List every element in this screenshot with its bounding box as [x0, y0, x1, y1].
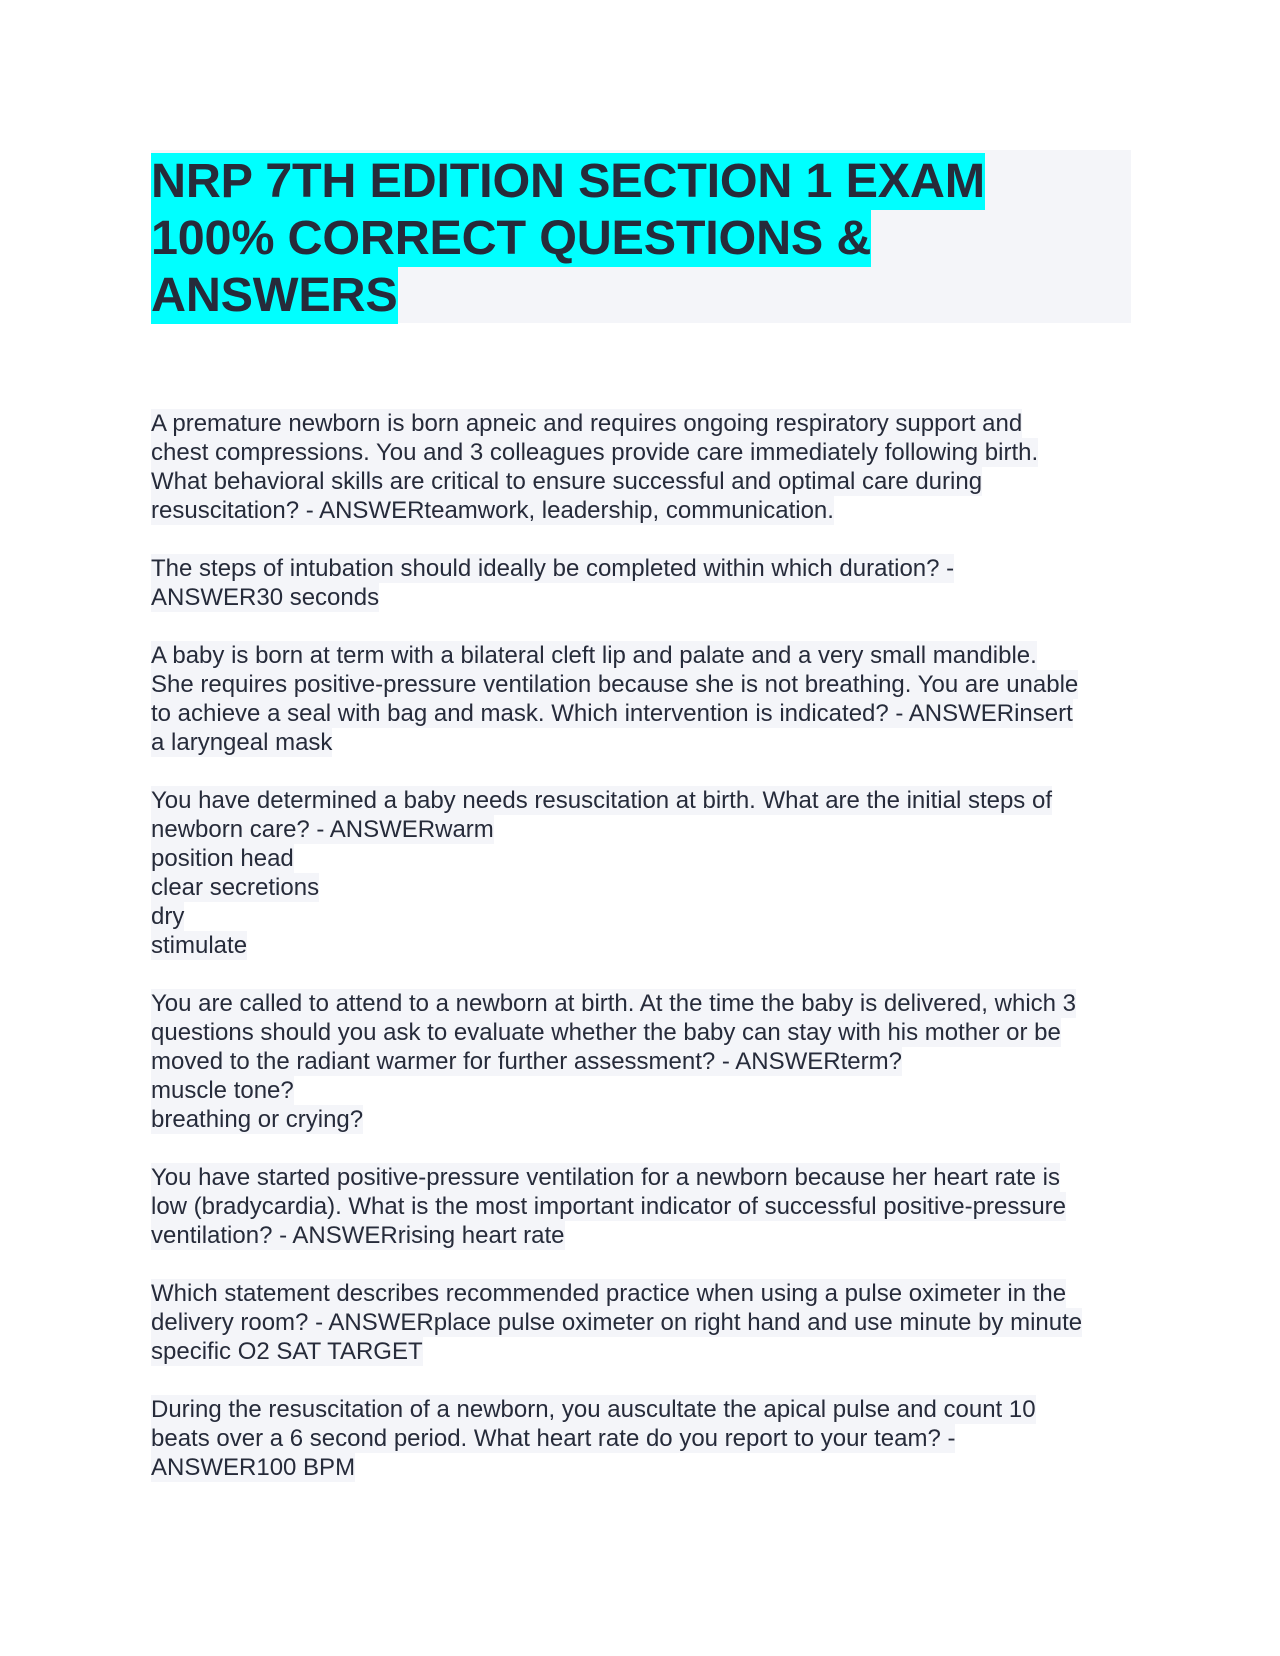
qa-line-text: ANSWER30 seconds — [151, 584, 380, 611]
qa-line-text: to achieve a seal with bag and mask. Which intervention is indicated? - ANSWERinsert — [151, 700, 1073, 727]
qa-line-text: delivery room? - ANSWERplace pulse oximeter on right hand and use minute by minute — [151, 1309, 1083, 1336]
qa-line-text: You have determined a baby needs resuscitation at birth. What are the initial steps of — [151, 787, 1052, 814]
qa-line — [151, 1308, 1141, 1337]
qa-line — [151, 641, 1141, 670]
qa-line — [151, 989, 1141, 1018]
qa-line-text: muscle tone? — [151, 1077, 294, 1104]
qa-line-text: She requires positive-pressure ventilation because she is not breathing. You are unable — [151, 671, 1079, 698]
qa-line — [151, 438, 1141, 467]
qa-line-text: You are called to attend to a newborn at birth. At the time the baby is delivered, which 3 — [151, 990, 1077, 1017]
qa-line — [151, 670, 1141, 699]
qa-line — [151, 1424, 1141, 1453]
qa-line — [151, 1337, 1141, 1366]
qa-line-text: Which statement describes recommended practice when using a pulse oximeter in the — [151, 1280, 1067, 1307]
qa-line-text: specific O2 SAT TARGET — [151, 1338, 423, 1365]
qa-line — [151, 844, 1141, 873]
qa-item — [151, 554, 1141, 612]
qa-line-text: newborn care? - ANSWERwarm — [151, 816, 494, 843]
title-block — [151, 150, 1131, 323]
qa-line — [151, 1395, 1141, 1424]
qa-line — [151, 1192, 1141, 1221]
qa-line-text: What behavioral skills are critical to ensure successful and optimal care during — [151, 468, 983, 495]
qa-line — [151, 815, 1141, 844]
qa-line — [151, 496, 1141, 525]
qa-line-text: dry — [151, 903, 185, 930]
qa-line — [151, 1221, 1141, 1250]
title-line — [151, 153, 1131, 210]
qa-line-text: During the resuscitation of a newborn, you auscultate the apical pulse and count 10 — [151, 1396, 1036, 1423]
qa-line — [151, 1105, 1141, 1134]
qa-item — [151, 786, 1141, 960]
qa-line-text: low (bradycardia). What is the most important indicator of successful positive-pressure — [151, 1193, 1067, 1220]
qa-line — [151, 873, 1141, 902]
qa-item — [151, 1163, 1141, 1250]
qa-line-text: A baby is born at term with a bilateral cleft lip and palate and a very small mandible. — [151, 642, 1037, 669]
qa-line — [151, 786, 1141, 815]
qa-list — [151, 409, 1141, 1511]
qa-line — [151, 728, 1141, 757]
qa-line-text: resuscitation? - ANSWERteamwork, leadership, communication. — [151, 497, 834, 524]
qa-item — [151, 409, 1141, 525]
qa-line — [151, 1047, 1141, 1076]
qa-line — [151, 554, 1141, 583]
qa-line — [151, 931, 1141, 960]
qa-line-text: position head — [151, 845, 294, 872]
qa-item — [151, 1395, 1141, 1482]
title-text: 100% CORRECT QUESTIONS & — [151, 211, 872, 265]
qa-line-text: beats over a 6 second period. What heart rate do you report to your team? - — [151, 1425, 956, 1452]
qa-line-text: stimulate — [151, 932, 248, 959]
qa-line-text: A premature newborn is born apneic and requires ongoing respiratory support and — [151, 410, 1023, 437]
qa-line — [151, 1076, 1141, 1105]
qa-line-text: moved to the radiant warmer for further assessment? - ANSWERterm? — [151, 1048, 902, 1075]
qa-line — [151, 583, 1141, 612]
qa-line — [151, 902, 1141, 931]
qa-item — [151, 989, 1141, 1134]
qa-line — [151, 1453, 1141, 1482]
qa-line — [151, 1279, 1141, 1308]
qa-line-text: breathing or crying? — [151, 1106, 364, 1133]
document-page — [151, 150, 1131, 1481]
title-text: ANSWERS — [151, 268, 398, 322]
qa-item — [151, 641, 1141, 757]
qa-line-text: ventilation? - ANSWERrising heart rate — [151, 1222, 565, 1249]
qa-line — [151, 1018, 1141, 1047]
qa-line-text: a laryngeal mask — [151, 729, 333, 756]
qa-line — [151, 409, 1141, 438]
qa-line-text: clear secretions — [151, 874, 320, 901]
qa-line-text: You have started positive-pressure ventilation for a newborn because her heart rate is — [151, 1164, 1060, 1191]
title-line — [151, 267, 1131, 324]
qa-line — [151, 467, 1141, 496]
qa-line-text: chest compressions. You and 3 colleagues provide care immediately following birth. — [151, 439, 1039, 466]
title-text: NRP 7TH EDITION SECTION 1 EXAM — [151, 154, 985, 208]
qa-item — [151, 1279, 1141, 1366]
qa-line-text: The steps of intubation should ideally be completed within which duration? - — [151, 555, 955, 582]
title-line — [151, 210, 1131, 267]
qa-line — [151, 699, 1141, 728]
qa-line-text: ANSWER100 BPM — [151, 1454, 356, 1481]
qa-line-text: questions should you ask to evaluate whether the baby can stay with his mother or be — [151, 1019, 1061, 1046]
qa-line — [151, 1163, 1141, 1192]
